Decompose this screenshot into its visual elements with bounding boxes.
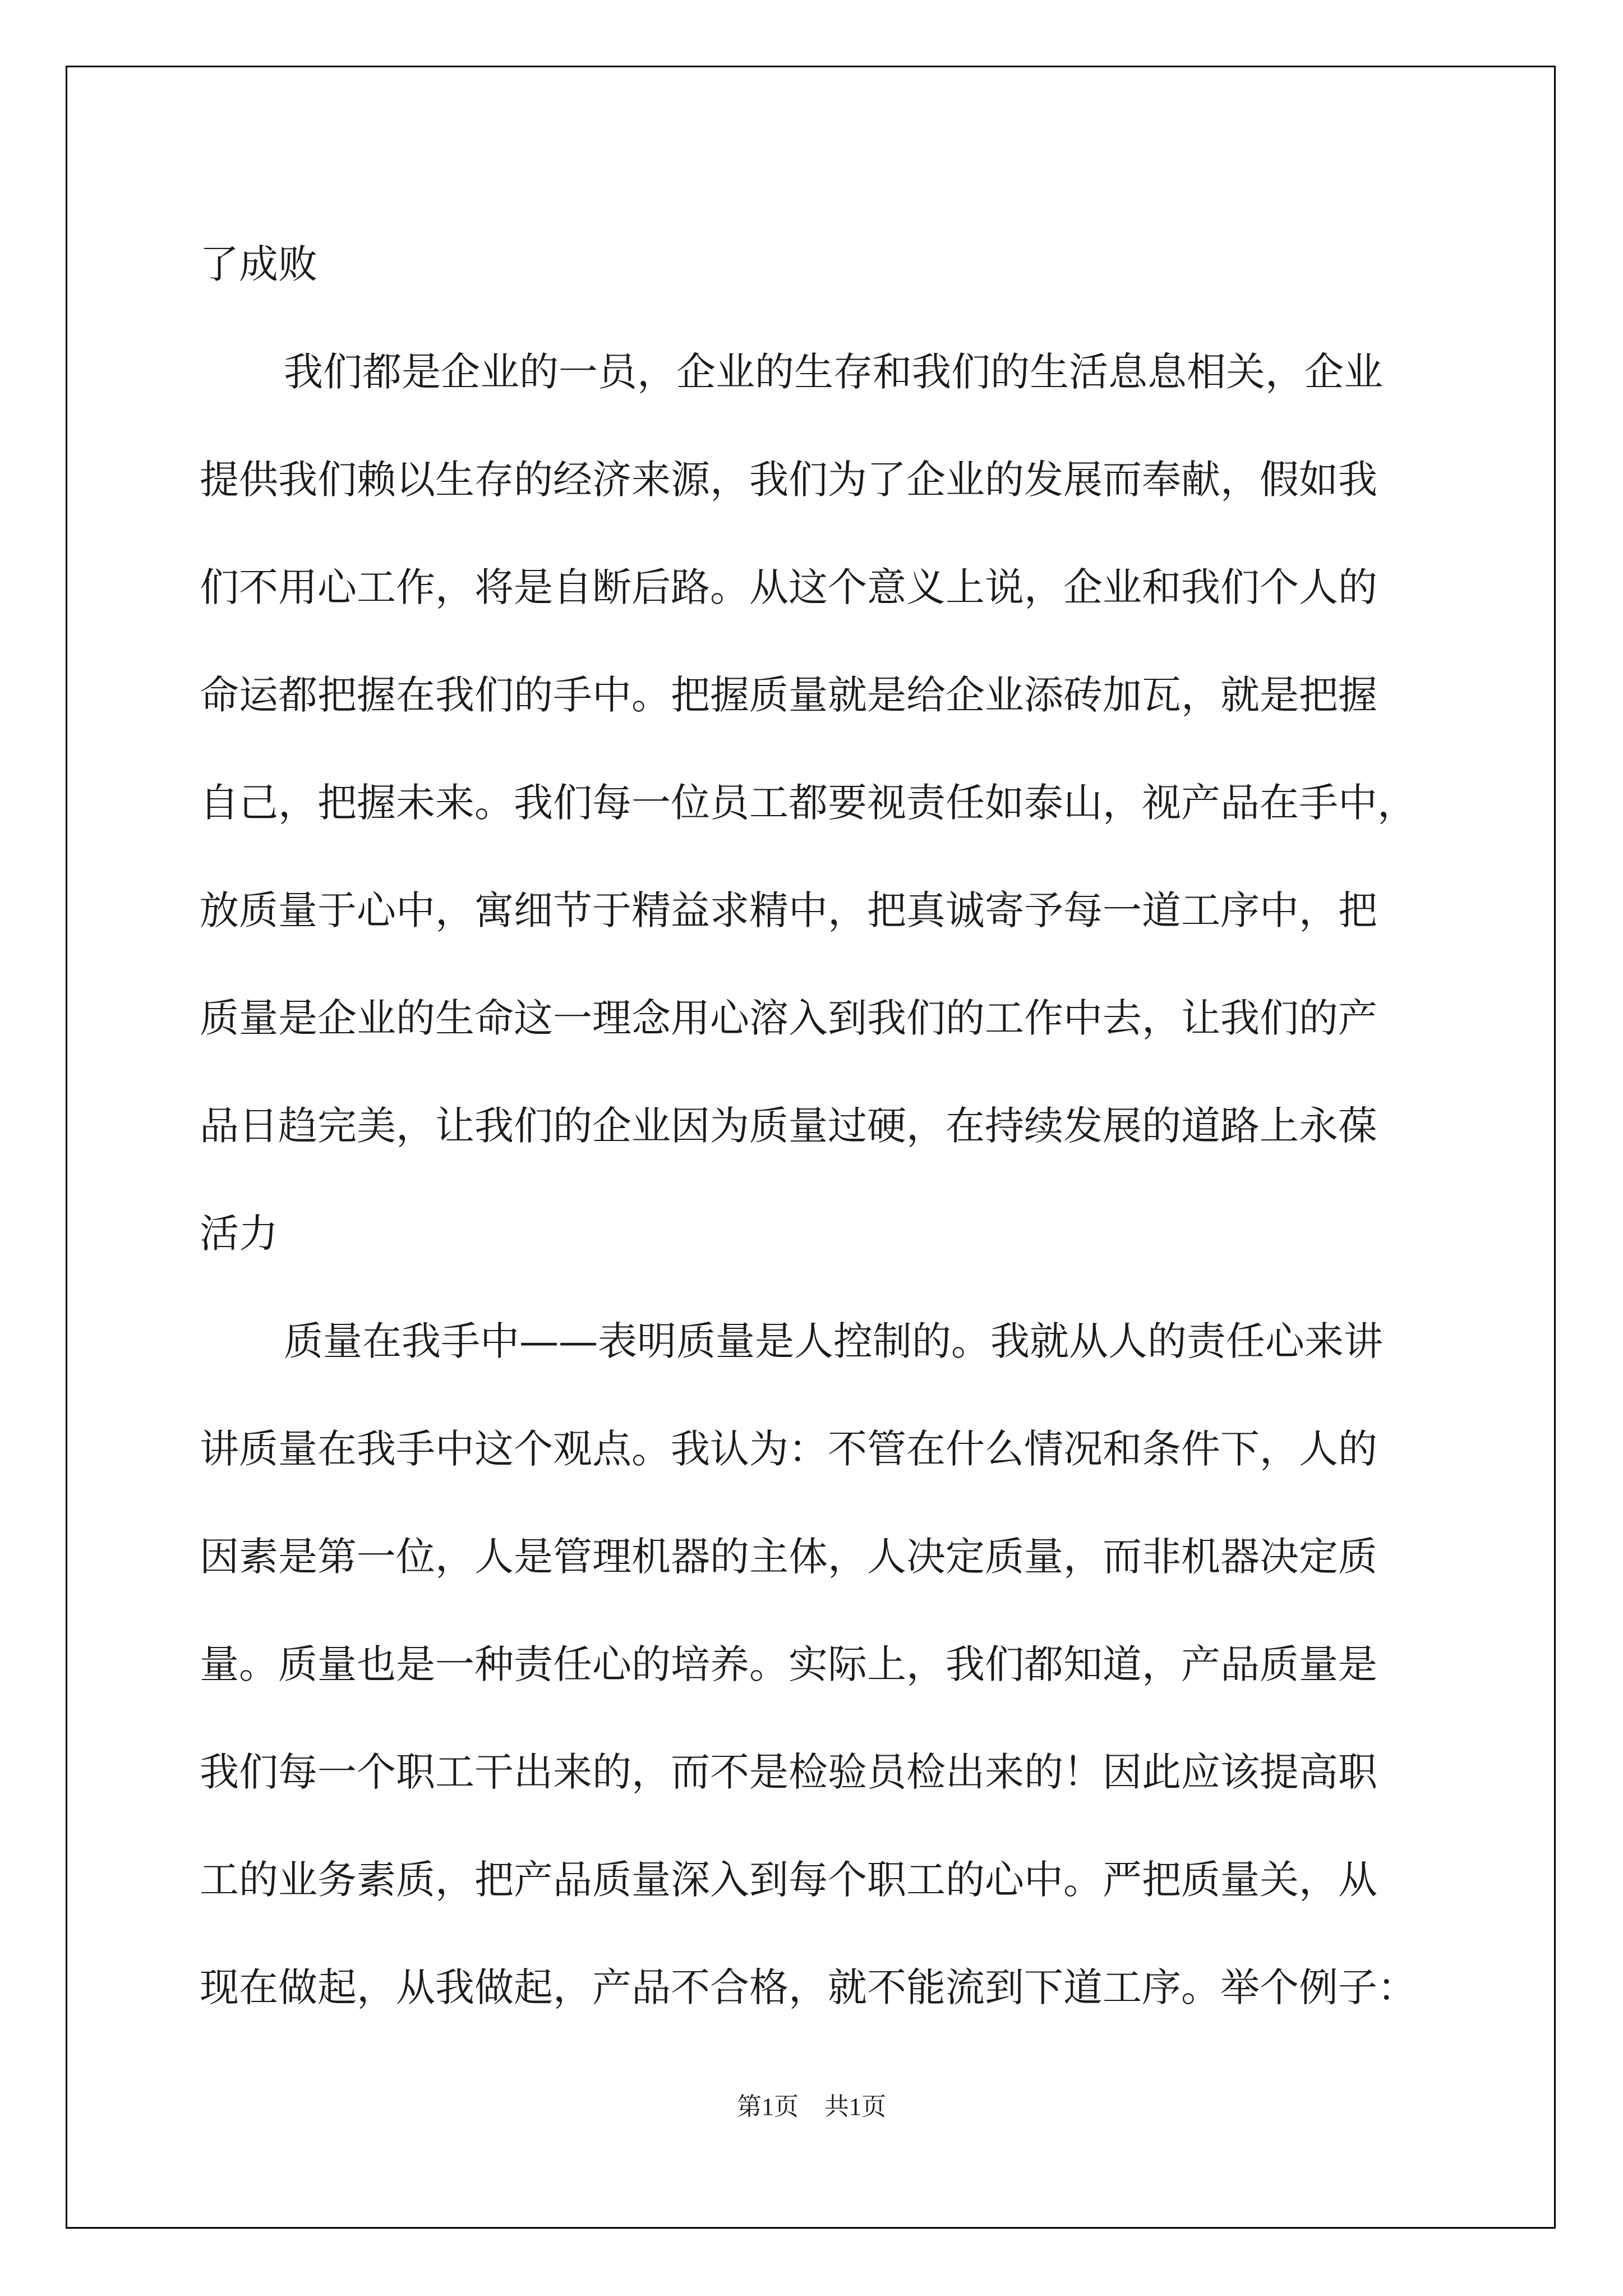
text-line: 讲质量在我手中这个观点。我认为：不管在什么情况和条件下，人的: [200, 1426, 1377, 1472]
paragraph-start-line: 质量在我手中——表明质量是人控制的。我就从人的责任心来讲: [284, 1318, 1383, 1364]
text-line: 命运都把握在我们的手中。把握质量就是给企业添砖加瓦，就是把握: [200, 672, 1377, 718]
text-line: 自己，把握未来。我们每一位员工都要视责任如泰山，视产品在手中，: [200, 780, 1417, 826]
text-line: 品日趋完美，让我们的企业因为质量过硬，在持续发展的道路上永葆: [200, 1103, 1377, 1149]
paragraph-start-line: 我们都是企业的一员，企业的生存和我们的生活息息相关，企业: [284, 349, 1383, 395]
text-line: 放质量于心中，寓细节于精益求精中，把真诚寄予每一道工序中，把: [200, 887, 1377, 933]
text-line: 我们每一个职工干出来的，而不是检验员检出来的！因此应该提高职: [200, 1749, 1377, 1795]
text-line: 工的业务素质，把产品质量深入到每个职工的心中。严把质量关，从: [200, 1857, 1377, 1903]
text-line: 提供我们赖以生存的经济来源，我们为了企业的发展而奉献，假如我: [200, 457, 1377, 503]
page-footer: [0, 2090, 1623, 2124]
document-body: [200, 210, 1433, 2041]
text-line: 们不用心工作，将是自断后路。从这个意义上说，企业和我们个人的: [200, 564, 1377, 610]
page-number-total: 共1页: [824, 2093, 886, 2120]
page-number-current: 第1页: [737, 2093, 799, 2120]
text-line: 量。质量也是一种责任心的培养。实际上，我们都知道，产品质量是: [200, 1641, 1377, 1687]
text-line: 质量是企业的生命这一理念用心溶入到我们的工作中去，让我们的产: [200, 995, 1377, 1041]
text-line: 因素是第一位，人是管理机器的主体，人决定质量，而非机器决定质: [200, 1534, 1377, 1580]
text-line: 活力: [200, 1211, 278, 1257]
text-line: 现在做起，从我做起，产品不合格，就不能流到下道工序。举个例子：: [200, 1964, 1417, 2010]
text-line: 了成败: [200, 241, 317, 287]
